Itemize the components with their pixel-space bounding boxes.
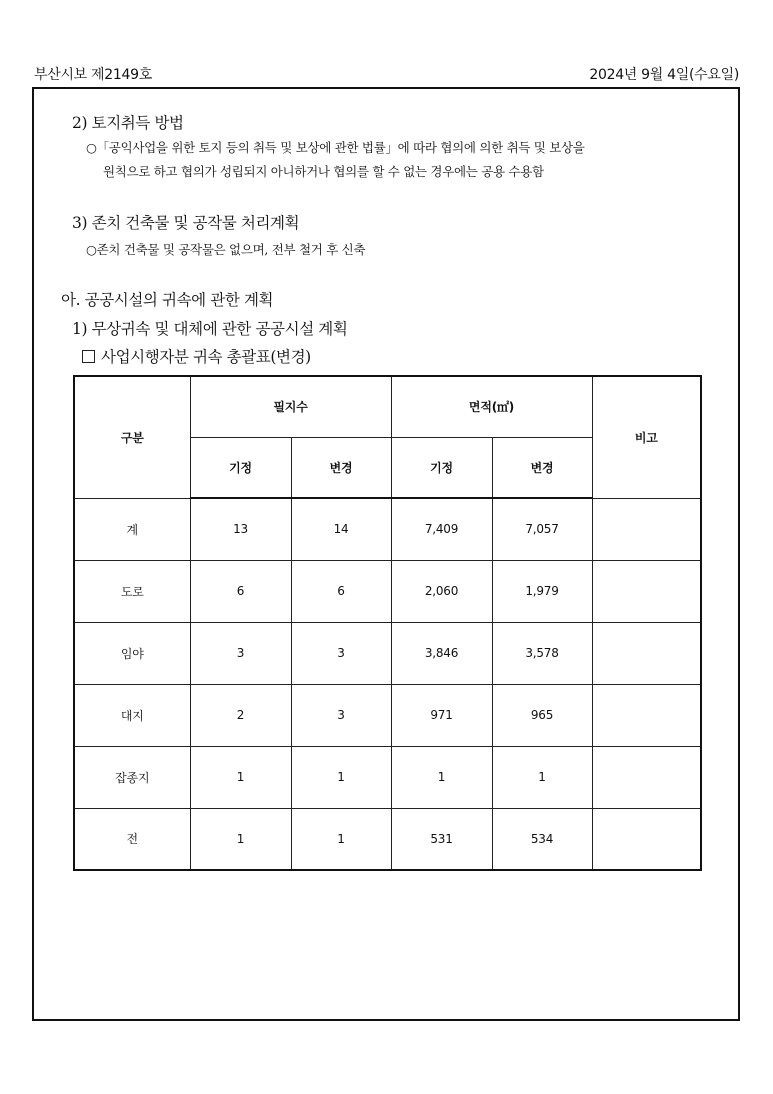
col-header-parcels: 필지수 — [190, 376, 391, 437]
cell-parcels-changed: 6 — [291, 560, 391, 622]
cell-parcels-existing: 2 — [190, 684, 291, 746]
cell-category: 임야 — [74, 622, 190, 684]
cell-area-changed: 1 — [492, 746, 592, 808]
cell-parcels-changed: 1 — [291, 808, 391, 870]
cell-remarks — [592, 498, 701, 560]
cell-parcels-existing: 3 — [190, 622, 291, 684]
attribution-summary-table — [73, 375, 702, 871]
cell-parcels-existing: 1 — [190, 746, 291, 808]
table-row — [74, 498, 701, 560]
col-header-parcels-changed: 변경 — [291, 437, 391, 498]
cell-remarks — [592, 684, 701, 746]
section-public-facility-title: 아. 공공시설의 귀속에 관한 계획 — [61, 291, 274, 309]
cell-area-changed: 7,057 — [492, 498, 592, 560]
col-header-area: 면적(㎡) — [391, 376, 592, 437]
cell-area-changed: 1,979 — [492, 560, 592, 622]
cell-area-existing: 531 — [391, 808, 492, 870]
land-acquisition-line-1: ○「공익사업을 위한 토지 등의 취득 및 보상에 관한 법률」에 따라 협의에 의한 취득 및 보상을 — [86, 140, 585, 155]
section-building-plan-title: 3) 존치 건축물 및 공작물 처리계획 — [72, 214, 300, 232]
cell-area-changed: 3,578 — [492, 622, 592, 684]
table-row — [74, 560, 701, 622]
cell-remarks — [592, 622, 701, 684]
cell-area-existing: 1 — [391, 746, 492, 808]
cell-area-existing: 7,409 — [391, 498, 492, 560]
cell-parcels-existing: 13 — [190, 498, 291, 560]
cell-parcels-changed: 14 — [291, 498, 391, 560]
cell-area-changed: 965 — [492, 684, 592, 746]
table-row — [74, 622, 701, 684]
land-acquisition-line-2: 원칙으로 하고 협의가 성립되지 아니하거나 협의를 할 수 없는 경우에는 공용 수용함 — [103, 164, 544, 179]
cell-category: 대지 — [74, 684, 190, 746]
cell-area-changed: 534 — [492, 808, 592, 870]
cell-category: 계 — [74, 498, 190, 560]
cell-category: 잡종지 — [74, 746, 190, 808]
bulletin-issue: 부산시보 제2149호 — [34, 67, 152, 83]
cell-category: 전 — [74, 808, 190, 870]
cell-area-existing: 2,060 — [391, 560, 492, 622]
cell-area-existing: 971 — [391, 684, 492, 746]
table-row — [74, 808, 701, 870]
col-header-area-existing: 기정 — [391, 437, 492, 498]
cell-remarks — [592, 808, 701, 870]
col-header-area-changed: 변경 — [492, 437, 592, 498]
cell-parcels-changed: 3 — [291, 684, 391, 746]
cell-remarks — [592, 746, 701, 808]
cell-parcels-existing: 6 — [190, 560, 291, 622]
cell-parcels-changed: 3 — [291, 622, 391, 684]
cell-parcels-changed: 1 — [291, 746, 391, 808]
checkbox-square-icon — [82, 350, 95, 363]
building-plan-line-1: ○존치 건축물 및 공작물은 없으며, 전부 철거 후 신축 — [86, 242, 366, 257]
col-header-category: 구분 — [74, 376, 190, 498]
bulletin-date: 2024년 9월 4일(수요일) — [589, 67, 739, 83]
table-row — [74, 746, 701, 808]
summary-table-caption — [82, 345, 311, 367]
cell-category: 도로 — [74, 560, 190, 622]
cell-parcels-existing: 1 — [190, 808, 291, 870]
cell-area-existing: 3,846 — [391, 622, 492, 684]
col-header-remarks: 비고 — [592, 376, 701, 498]
table-row — [74, 684, 701, 746]
summary-table-caption-text: 사업시행자분 귀속 총괄표(변경) — [101, 348, 311, 366]
section-land-acquisition-title: 2) 토지취득 방법 — [72, 114, 184, 132]
col-header-parcels-existing: 기정 — [190, 437, 291, 498]
public-facility-plan-subtitle: 1) 무상귀속 및 대체에 관한 공공시설 계획 — [72, 320, 348, 338]
cell-remarks — [592, 560, 701, 622]
